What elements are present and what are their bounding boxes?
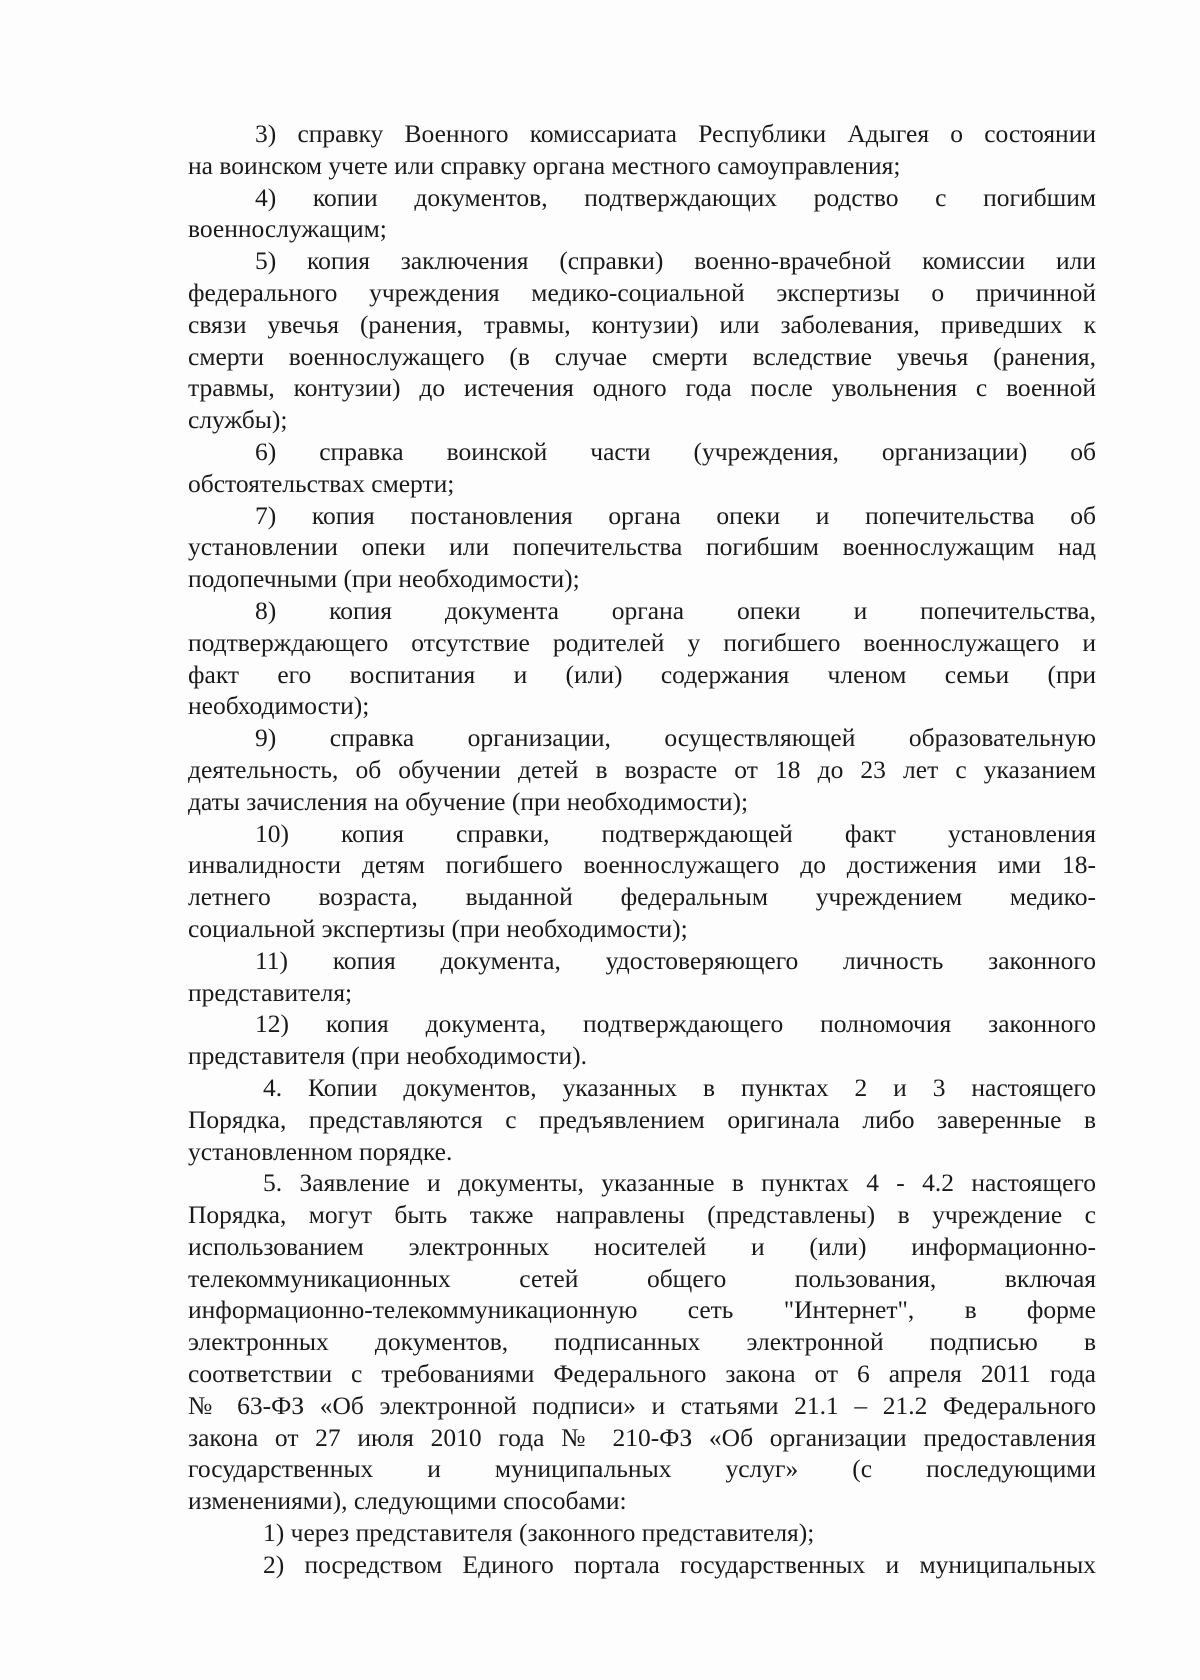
document-text-line: 4. Копии документов, указанных в пунктах 2 и 3 настоящего <box>263 1072 1096 1102</box>
document-text-line: Порядка, могут быть также направлены (представлены) в учреждение с <box>188 1200 1096 1230</box>
document-text-line: связи увечья (ранения, травмы, контузии) или заболевания, приведших к <box>188 309 1096 339</box>
document-text-line: даты зачисления на обучение (при необходимости); <box>188 786 749 816</box>
document-body <box>188 118 1096 1581</box>
document-text-line: деятельность, об обучении детей в возрасте от 18 до 23 лет с указанием <box>188 754 1096 784</box>
document-text-line: изменениями), следующими способами: <box>188 1486 627 1516</box>
document-text-line: 11) копия документа, удостоверяющего личность законного <box>255 945 1096 975</box>
document-text-line: подопечными (при необходимости); <box>188 564 580 594</box>
document-text-line: на воинском учете или справку органа местного самоуправления; <box>188 150 901 180</box>
document-text-line: подтверждающего отсутствие родителей у погибшего военнослужащего и <box>188 627 1096 657</box>
document-text-line: информационно-телекоммуникационную сеть "Интернет", в форме <box>188 1295 1096 1325</box>
document-text-line: электронных документов, подписанных электронной подписью в <box>188 1327 1096 1357</box>
document-text-line: необходимости); <box>188 691 370 721</box>
document-text-line: 5) копия заключения (справки) военно-врачебной комиссии или <box>255 246 1096 276</box>
document-text-line: летнего возраста, выданной федеральным учреждением медико- <box>188 882 1096 912</box>
document-text-line: обстоятельствах смерти; <box>188 468 455 498</box>
document-text-line: закона от 27 июля 2010 года № 210-ФЗ «Об организации предоставления <box>188 1422 1096 1452</box>
document-text-line: 1) через представителя (законного представителя); <box>263 1518 815 1548</box>
document-text-line: факт его воспитания и (или) содержания членом семьи (при <box>188 659 1096 689</box>
document-text-line: 8) копия документа органа опеки и попечительства, <box>255 595 1096 625</box>
document-text-line: государственных и муниципальных услуг» (с последующими <box>188 1454 1096 1484</box>
document-text-line: 4) копии документов, подтверждающих родство с погибшим <box>255 182 1096 212</box>
document-text-line: Порядка, представляются с предъявлением оригинала либо заверенные в <box>188 1104 1096 1134</box>
document-text-line: 7) копия постановления органа опеки и попечительства об <box>255 500 1096 530</box>
document-text-line: № 63-ФЗ «Об электронной подписи» и статьями 21.1 – 21.2 Федерального <box>188 1390 1096 1420</box>
document-text-line: 5. Заявление и документы, указанные в пунктах 4 - 4.2 настоящего <box>263 1168 1096 1198</box>
document-text-line: военнослужащим; <box>188 214 387 244</box>
document-text-line: 10) копия справки, подтверждающей факт установления <box>255 818 1096 848</box>
document-text-line: установленном порядке. <box>188 1136 453 1166</box>
document-text-line: телекоммуникационных сетей общего пользования, включая <box>188 1263 1096 1293</box>
document-text-line: федерального учреждения медико-социальной экспертизы о причинной <box>188 277 1096 307</box>
document-text-line: смерти военнослужащего (в случае смерти вследствие увечья (ранения, <box>188 341 1096 371</box>
document-text-line: использованием электронных носителей и (или) информационно- <box>188 1231 1096 1261</box>
document-text-line: 9) справка организации, осуществляющей образовательную <box>255 723 1096 753</box>
document-text-line: травмы, контузии) до истечения одного года после увольнения с военной <box>188 373 1096 403</box>
document-text-line: социальной экспертизы (при необходимости); <box>188 913 688 943</box>
document-text-line: установлении опеки или попечительства погибшим военнослужащим над <box>188 532 1096 562</box>
document-text-line: 6) справка воинской части (учреждения, организации) об <box>255 436 1096 466</box>
document-text-line: соответствии с требованиями Федерального закона от 6 апреля 2011 года <box>188 1359 1096 1389</box>
document-text-line: 3) справку Военного комиссариата Республики Адыгея о состоянии <box>255 119 1096 148</box>
document-text-line: 12) копия документа, подтверждающего полномочия законного <box>255 1009 1096 1039</box>
document-text-line: службы); <box>188 405 288 435</box>
document-text-line: инвалидности детям погибшего военнослужащего до достижения ими 18- <box>188 850 1096 880</box>
document-text-line: 2) посредством Единого портала государственных и муниципальных <box>263 1549 1096 1579</box>
document-text-line: представителя; <box>188 977 353 1007</box>
document-text-line: представителя (при необходимости). <box>188 1041 587 1071</box>
